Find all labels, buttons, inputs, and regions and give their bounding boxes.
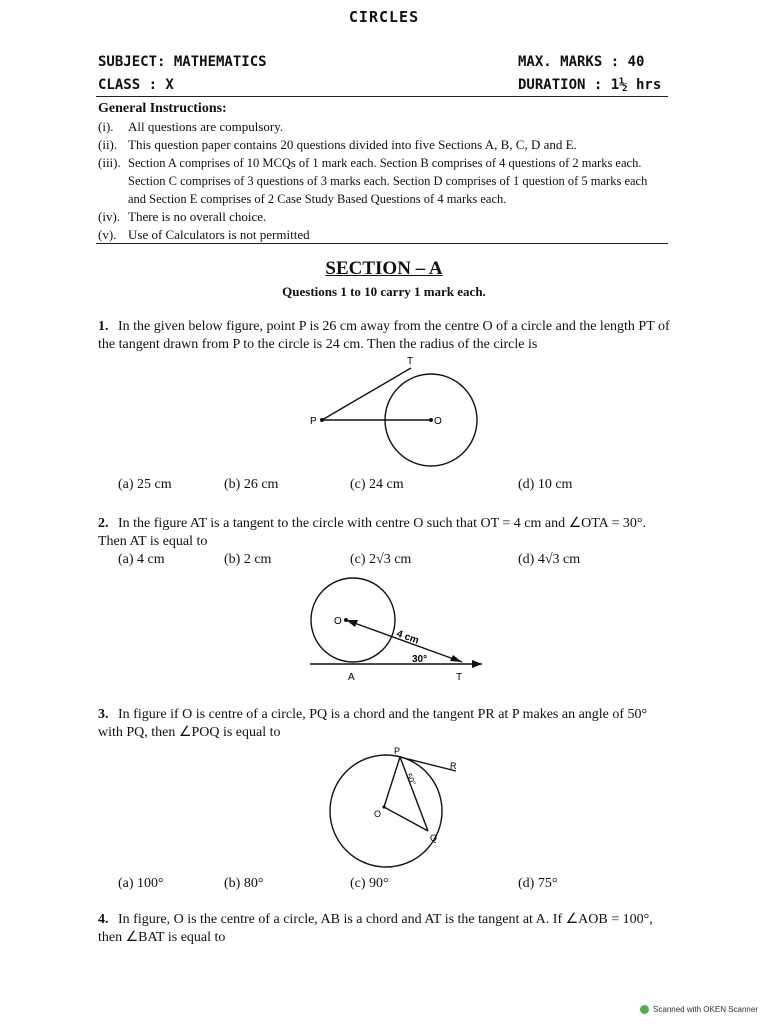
option[interactable]: (a) 100° [118,876,164,891]
instructions-divider [96,243,668,244]
general-instructions [98,100,668,244]
option[interactable]: (c) 24 cm [350,477,404,492]
header-divider [96,96,668,97]
point-q-label: Q [430,833,438,843]
option[interactable]: (d) 75° [518,876,558,891]
option[interactable]: (a) 25 cm [118,477,172,492]
angle-label: 50° [404,772,418,787]
point-r-label: R [450,761,457,771]
option[interactable]: (a) 4 cm [118,552,165,567]
duration-label: DURATION : 1½ hrs [518,77,662,93]
question-3: 3. In figure if O is centre of a circle, PQ is a chord and the tangent PR at P makes an angle of 50° with PQ, then ∠POQ is equal to [98,707,648,740]
question-2-figure [300,572,490,684]
option[interactable]: (b) 80° [224,876,264,891]
length-label: 4 cm [394,628,421,647]
section-subtitle: Questions 1 to 10 carry 1 mark each. [282,284,486,299]
scanner-logo-icon [640,1005,649,1014]
option[interactable]: (c) 2√3 cm [350,552,412,567]
instruction-item: (v). Use of Calculators is not permitted [98,227,310,242]
instruction-item: (iii). Section A comprises of 10 MCQs of 1 mark each. Section B comprises of 4 questions of 2 marks each. Section C comprises of 3 questions of 3 marks each. Section D comprises of 1 question of 5 marks each and Section E comprises of 2 Case Study Based Questions of 4 marks each. [98,155,648,206]
angle-label: 30° [412,654,428,665]
point-p-label: P [310,416,317,427]
page-title: CIRCLES [348,8,420,26]
option[interactable]: (d) 4√3 cm [518,552,581,567]
section-title: SECTION – A [325,258,443,279]
question-3-figure [320,745,470,870]
point-o-label: O [374,809,382,819]
instruction-item: (iv). There is no overall choice. [98,209,267,224]
point-t-label: T [456,672,463,683]
question-1-figure [300,352,500,472]
class-label: CLASS : X [98,77,174,93]
question-1: 1. In the given below figure, point P is 26 cm away from the centre O of a circle and the length PT of the tangent drawn from P to the circle is 24 cm. Then the radius of the circle is [98,319,670,352]
option[interactable]: (c) 90° [350,876,389,891]
point-o-label: O [334,616,342,627]
question-4: 4. In figure, O is the centre of a circle, AB is a chord and AT is the tangent at A. If ∠AOB = 100°, then ∠BAT is equal to [98,912,653,945]
max-marks-label: MAX. MARKS : 40 [518,54,645,70]
option[interactable]: (d) 10 cm [518,477,573,492]
instruction-item: (ii). This question paper contains 20 questions divided into five Sections A, B, C, D and E. [98,137,577,152]
option[interactable]: (b) 26 cm [224,477,279,492]
scanner-watermark: Scanned with OKEN Scanner [640,1005,758,1014]
point-p-label: P [394,746,401,756]
instruction-item: (i). All questions are compulsory. [98,119,284,134]
point-a-label: A [348,672,355,683]
option[interactable]: (b) 2 cm [224,552,272,567]
point-o-label: O [434,416,442,427]
question-2: 2. In the figure AT is a tangent to the circle with centre O such that OT = 4 cm and ∠OTA = 30°. Then AT is equal to [98,516,647,549]
point-t-label: T [407,356,414,367]
subject-label: SUBJECT: MATHEMATICS [98,54,267,70]
instructions-heading: General Instructions: [98,101,227,116]
